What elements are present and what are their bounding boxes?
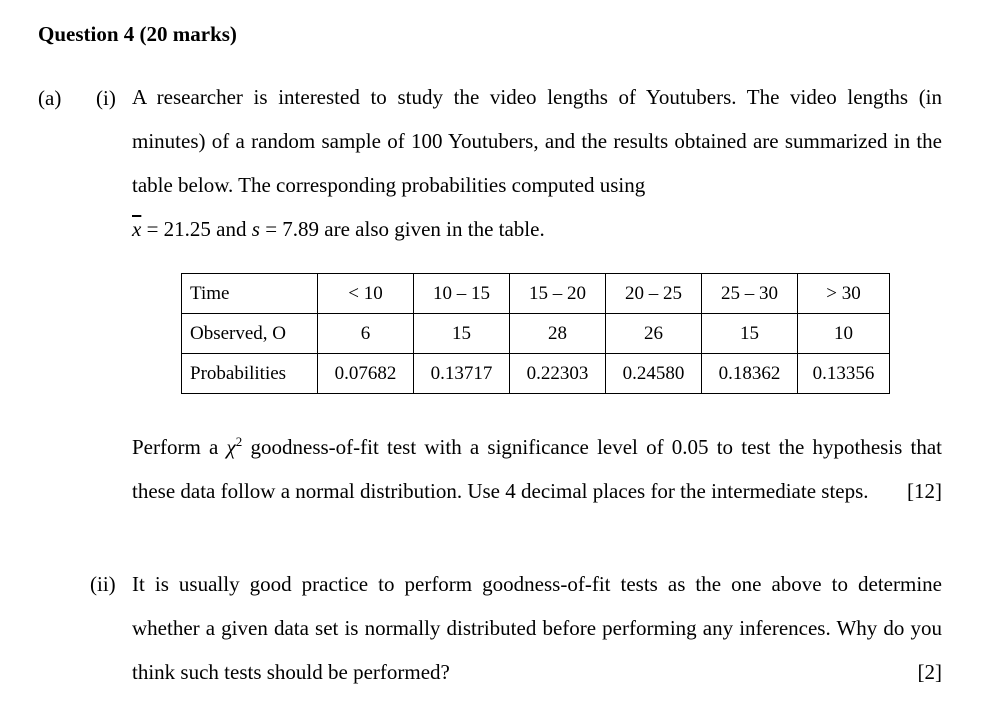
perform-instruction (132, 420, 942, 513)
xbar-symbol: $\overline{x}$ (132, 217, 142, 241)
table-cell: 26 (606, 314, 702, 354)
frequency-table (181, 273, 890, 394)
stat-text-2: = 7.89 are also given in the table. (259, 217, 545, 241)
sub-question-ii-label: (ii) (90, 572, 116, 596)
perform-text-b: goodness-of-fit test with a significance level of 0.05 to test the hypothesis that these data follow a normal distribution. Use 4 decimal places for the intermediate steps. (132, 435, 943, 503)
chi-superscript: 2 (235, 434, 243, 449)
table-row-probabilities (182, 354, 890, 394)
stat-text-1: = 21.25 and (141, 217, 252, 241)
table-cell: 0.24580 (606, 354, 702, 394)
perform-text-a: Perform a (132, 435, 227, 459)
table-row-observed (182, 314, 890, 354)
sub-question-ii-body: It is usually good practice to perform goodness-of-fit tests as the one above to determine whether a given data set is normally distributed before performing any inferences. Why do you think such tests should be performed? (132, 572, 942, 684)
marks-part-i: [12] (907, 479, 942, 503)
part-a-label: (a) (38, 86, 62, 110)
s-symbol: s (251, 217, 260, 241)
table-cell: 0.13717 (414, 354, 510, 394)
question-title: Question 4 (20 marks) (38, 22, 237, 46)
row-label-probabilities: Probabilities (182, 354, 318, 394)
chi-symbol: χ (226, 435, 236, 459)
table-cell: 0.07682 (318, 354, 414, 394)
sub-question-i-rest: (in minutes) of a random sample of 100 Youtubers, and the results obtained are summarized in the table below. The corresponding probabilities computed using (132, 85, 943, 197)
marks-part-ii: [2] (917, 660, 942, 684)
row-label-time: Time (182, 274, 318, 314)
table-cell: > 30 (798, 274, 890, 314)
sub-question-i-label: (i) (96, 86, 116, 110)
row-label-observed: Observed, O (182, 314, 318, 354)
sub-question-i-text (132, 75, 942, 251)
table-cell: 0.13356 (798, 354, 890, 394)
table-cell: < 10 (318, 274, 414, 314)
table-cell: 0.22303 (510, 354, 606, 394)
sub-question-ii-text (132, 562, 942, 694)
table-cell: 25 – 30 (702, 274, 798, 314)
table-cell: 10 (798, 314, 890, 354)
table-cell: 0.18362 (702, 354, 798, 394)
table-cell: 15 (414, 314, 510, 354)
table-cell: 15 (702, 314, 798, 354)
table-cell: 20 – 25 (606, 274, 702, 314)
table-cell: 6 (318, 314, 414, 354)
sub-question-i-line1: A researcher is interested to study the video lengths of Youtubers. The video lengths (132, 85, 909, 109)
table-cell: 28 (510, 314, 606, 354)
table-cell: 15 – 20 (510, 274, 606, 314)
table-cell: 10 – 15 (414, 274, 510, 314)
table-row-time (182, 274, 890, 314)
